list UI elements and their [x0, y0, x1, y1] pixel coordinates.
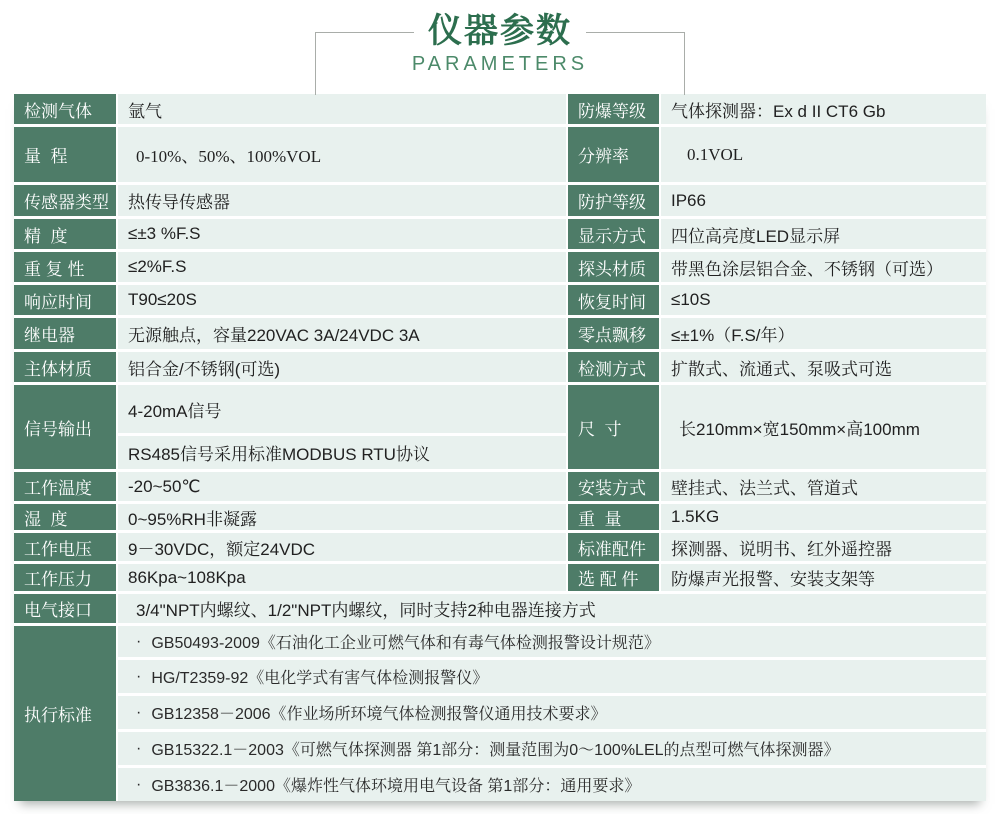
value-working-pressure: 86Kpa~108Kpa: [118, 564, 566, 591]
standard-text: GB15322.1－2003《可燃气体探测器 第1部分：测量范围为0～100%LEL的点型可燃气体探测器》: [151, 742, 840, 759]
label-relay: 继电器: [14, 318, 116, 349]
label-sensor-type: 传感器类型: [14, 185, 116, 216]
page-header: [0, 0, 1000, 94]
value-sensor-type: 热传导传感器: [118, 185, 566, 216]
label-range: 量 程: [14, 127, 116, 182]
value-range: 0-10%、50%、100%VOL: [118, 127, 566, 182]
label-working-temperature: 工作温度: [14, 472, 116, 501]
bullet-icon: ·: [136, 739, 142, 757]
bullet-icon: ·: [136, 667, 142, 685]
label-humidity: 湿 度: [14, 504, 116, 530]
label-detection-mode: 检测方式: [568, 352, 659, 382]
page-title-text: 仪器参数: [414, 11, 586, 51]
label-weight: 重 量: [568, 504, 659, 530]
label-protection-rating: 防护等级: [568, 185, 659, 216]
value-dimensions: 长210mm×宽150mm×高100mm: [661, 385, 986, 469]
label-explosion-proof-rating: 防爆等级: [568, 94, 659, 124]
label-electrical-interface: 电气接口: [14, 594, 116, 623]
value-standard-2: [118, 660, 986, 693]
value-working-temperature: -20~50℃: [118, 472, 566, 501]
label-signal-output: 信号输出: [14, 385, 116, 469]
value-resolution: 0.1VOL: [661, 127, 986, 182]
value-humidity: 0~95%RH非凝露: [118, 504, 566, 530]
label-zero-drift: 零点飘移: [568, 318, 659, 349]
value-detected-gas: 氩气: [118, 94, 566, 124]
page-title: [0, 11, 1000, 51]
standard-text: GB3836.1－2000《爆炸性气体环境用电气设备 第1部分：通用要求》: [151, 778, 641, 795]
label-working-voltage: 工作电压: [14, 533, 116, 561]
standard-text: GB12358－2006《作业场所环境气体检测报警仪通用技术要求》: [151, 706, 607, 723]
value-repeatability: ≤2%F.S: [118, 252, 566, 282]
standard-text: GB50493-2009《石油化工企业可燃气体和有毒气体检测报警设计规范》: [151, 635, 660, 652]
label-detected-gas: 检测气体: [14, 94, 116, 124]
value-protection-rating: IP66: [661, 185, 986, 216]
value-installation-mode: 壁挂式、法兰式、管道式: [661, 472, 986, 501]
value-accuracy: ≤±3 %F.S: [118, 219, 566, 249]
value-body-material: 铝合金/不锈钢(可选): [118, 352, 566, 382]
label-dimensions: 尺 寸: [568, 385, 659, 469]
label-body-material: 主体材质: [14, 352, 116, 382]
label-installation-mode: 安装方式: [568, 472, 659, 501]
value-detection-mode: 扩散式、流通式、泵吸式可选: [661, 352, 986, 382]
value-display-mode: 四位高亮度LED显示屏: [661, 219, 986, 249]
value-relay: 无源触点，容量220VAC 3A/24VDC 3A: [118, 318, 566, 349]
label-standard-accessories: 标准配件: [568, 533, 659, 561]
value-standard-4: [118, 732, 986, 765]
value-electrical-interface: 3/4"NPT内螺纹、1/2"NPT内螺纹，同时支持2种电器连接方式: [118, 594, 986, 623]
value-probe-material: 带黑色涂层铝合金、不锈钢（可选）: [661, 252, 986, 282]
value-working-voltage: 9－30VDC，额定24VDC: [118, 533, 566, 561]
value-standard-accessories: 探测器、说明书、红外遥控器: [661, 533, 986, 561]
label-standards: 执行标准: [14, 626, 116, 801]
value-standard-1: [118, 626, 986, 657]
value-weight: 1.5KG: [661, 504, 986, 530]
bullet-icon: ·: [136, 632, 142, 650]
value-signal-output-1: 4-20mA信号: [118, 385, 566, 433]
value-optional-accessories: 防爆声光报警、安装支架等: [661, 564, 986, 591]
value-standard-5: [118, 768, 986, 801]
parameters-table: [14, 94, 986, 801]
value-response-time: T90≤20S: [118, 285, 566, 315]
label-recovery-time: 恢复时间: [568, 285, 659, 315]
label-repeatability: 重 复 性: [14, 252, 116, 282]
label-resolution: 分辨率: [568, 127, 659, 182]
value-recovery-time: ≤10S: [661, 285, 986, 315]
label-display-mode: 显示方式: [568, 219, 659, 249]
value-zero-drift: ≤±1%（F.S/年）: [661, 318, 986, 349]
standard-text: HG/T2359-92《电化学式有害气体检测报警仪》: [151, 670, 489, 687]
value-signal-output-2: RS485信号采用标准MODBUS RTU协议: [118, 436, 566, 469]
bullet-icon: ·: [136, 703, 142, 721]
label-optional-accessories: 选 配 件: [568, 564, 659, 591]
label-response-time: 响应时间: [14, 285, 116, 315]
label-accuracy: 精 度: [14, 219, 116, 249]
value-standard-3: [118, 696, 986, 729]
label-probe-material: 探头材质: [568, 252, 659, 282]
value-explosion-proof-rating: 气体探测器：Ex d II CT6 Gb: [661, 94, 986, 124]
page-subtitle: PARAMETERS: [411, 53, 589, 75]
label-working-pressure: 工作压力: [14, 564, 116, 591]
bullet-icon: ·: [136, 775, 142, 793]
